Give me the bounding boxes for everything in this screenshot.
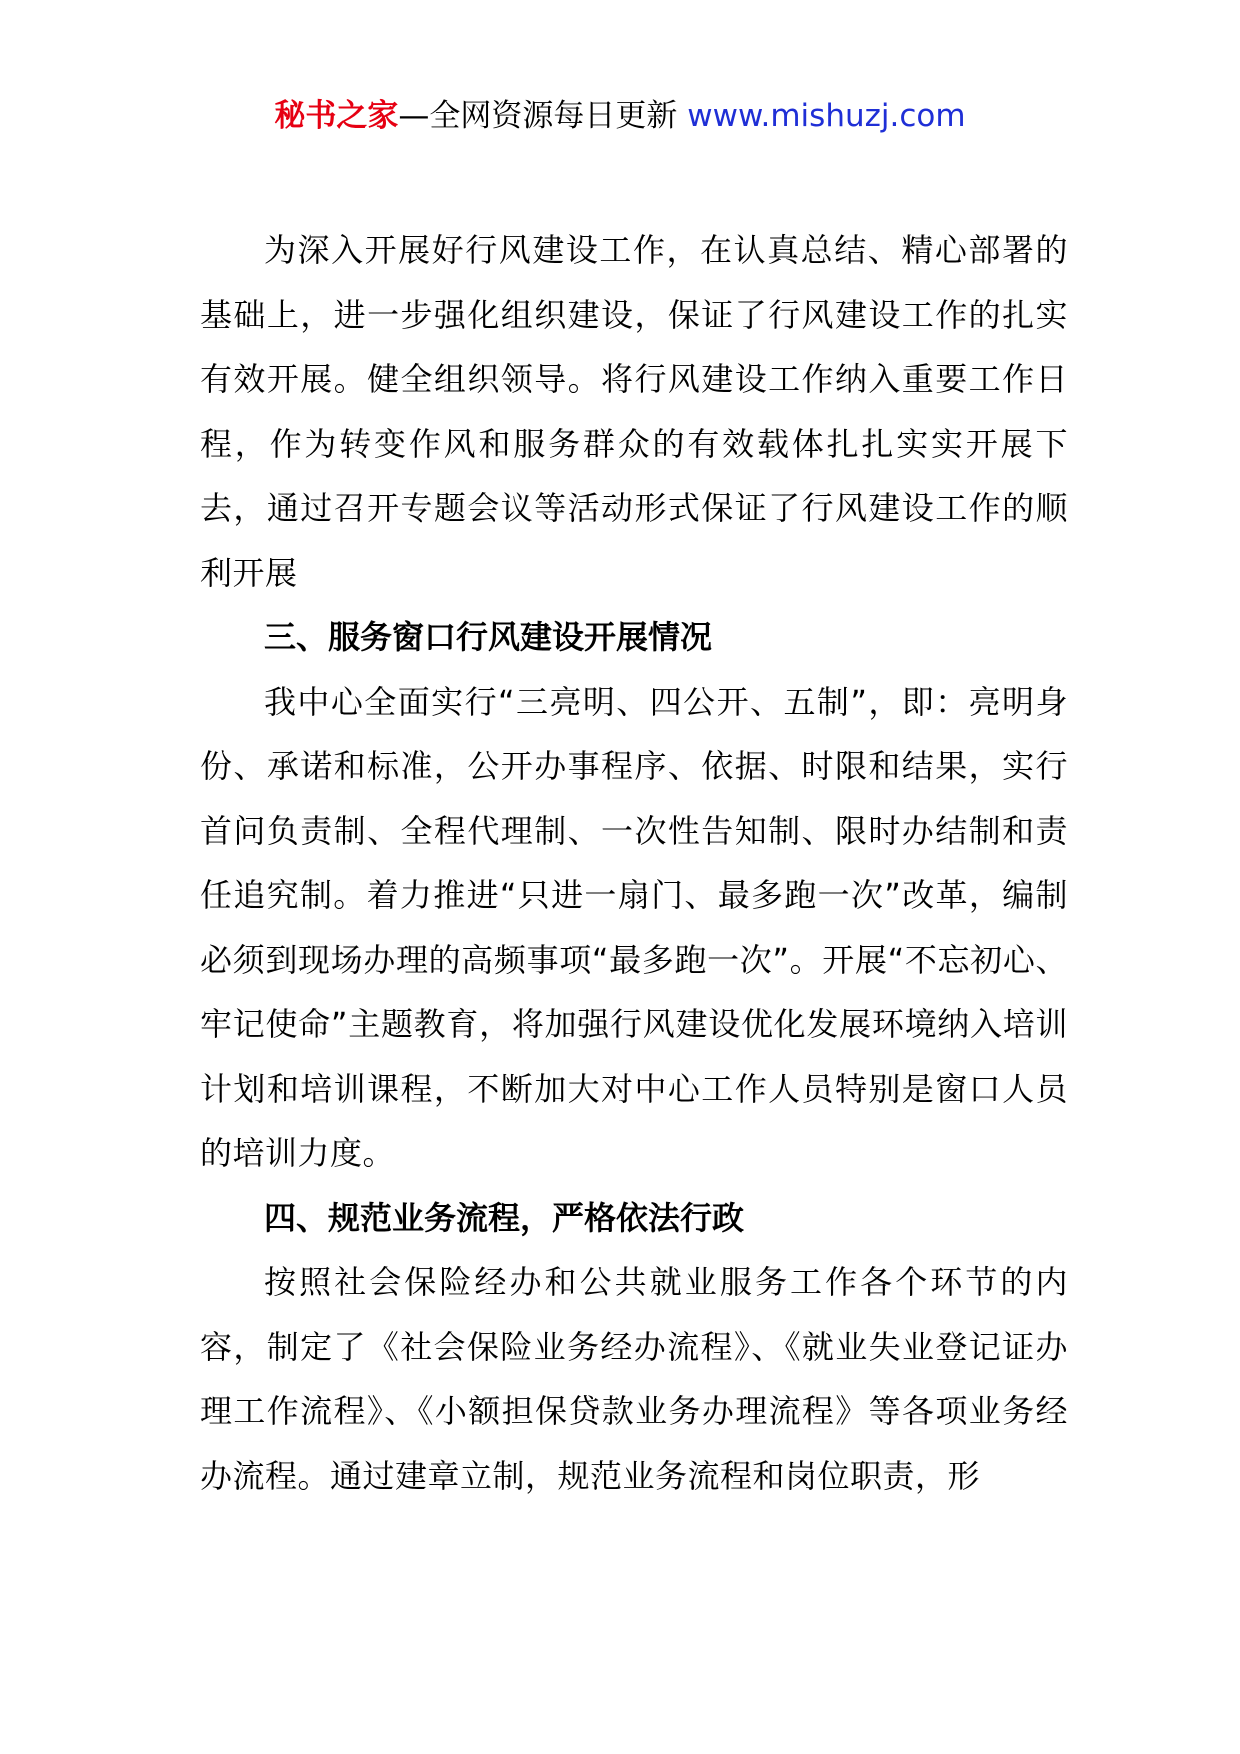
paragraph-business-process: 按照社会保险经办和公共就业服务工作各个环节的内容，制定了《社会保险业务经办流程》、《就业失业登记证办理工作流程》、《小额担保贷款业务办理流程》等各项业务经办流程。通过建章立制，规范业务流程和岗位职责，形: [200, 1263, 1068, 1495]
document-body: [200, 218, 1068, 1508]
section-heading-4: 四、规范业务流程，严格依法行政: [264, 1198, 745, 1237]
site-url[interactable]: www.mishuzj.com: [687, 98, 966, 134]
site-brand: 秘书之家: [274, 98, 399, 134]
site-tagline: —全网资源每日更新: [398, 98, 688, 134]
section-heading-3: 三、服务窗口行风建设开展情况: [264, 618, 713, 656]
paragraph-service-window: 我中心全面实行“三亮明、四公开、五制”，即：亮明身份、承诺和标准，公开办事程序、依据、时限和结果，实行首问负责制、全程代理制、一次性告知制、限时办结制和责任追究制。着力推进“只进一扇门、最多跑一次”改革，编制必须到现场办理的高频事项“最多跑一次”。开展“不忘初心、牢记使命”主题教育，将加强行风建设优化发展环境纳入培训计划和培训课程，不断加大对中心工作人员特别是窗口人员的培训力度。: [200, 682, 1068, 1172]
paragraph-organization: 为深入开展好行风建设工作，在认真总结、精心部署的基础上，进一步强化组织建设，保证了行风建设工作的扎实有效开展。健全组织领导。将行风建设工作纳入重要工作日程，作为转变作风和服务群众的有效载体扎扎实实开展下去，通过召开专题会议等活动形式保证了行风建设工作的顺利开展: [200, 231, 1068, 592]
site-header: [0, 96, 1240, 136]
